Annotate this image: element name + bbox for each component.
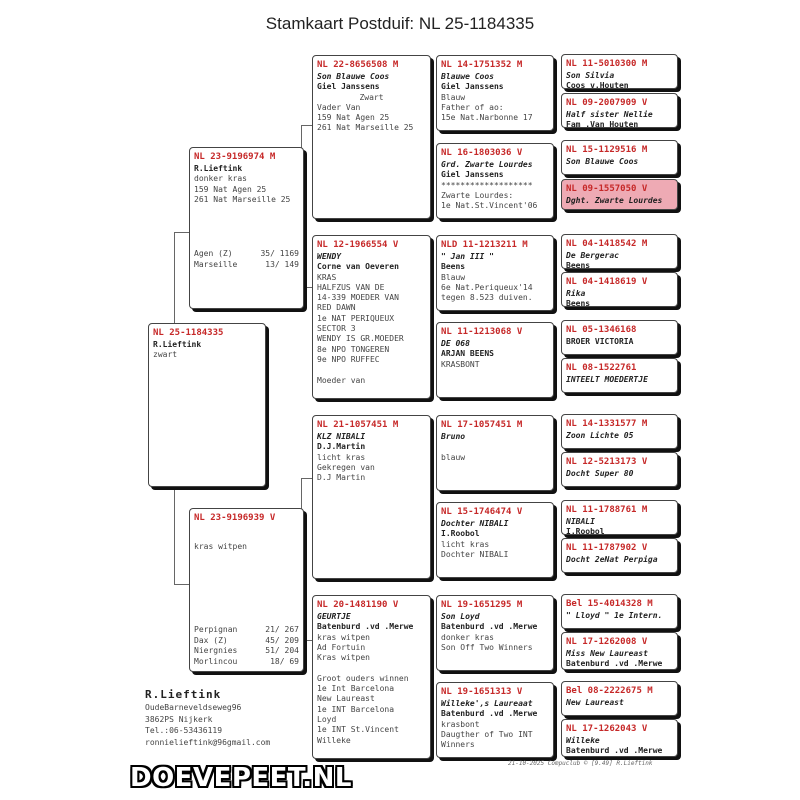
card-line: Son Off Two Winners bbox=[441, 642, 533, 652]
card-line: 261 Nat Marseille 25 bbox=[194, 194, 291, 204]
breeder: D.J.Martin bbox=[317, 442, 366, 452]
ring-number: NL 04-1418542 M bbox=[566, 239, 648, 249]
card-line: 1e NAT PERIQUEUX bbox=[317, 313, 395, 323]
pigeon-card-ggg bbox=[561, 681, 678, 716]
ring-number: NL 05-1346168 bbox=[566, 325, 637, 335]
pigeon-card-great-grandparent bbox=[436, 682, 554, 758]
pigeon-name: NIBALI bbox=[566, 517, 595, 526]
card-line: Moeder van bbox=[317, 375, 366, 385]
card-line: 6e Nat.Periqueux'14 bbox=[441, 282, 533, 292]
ring-number: NL 12-1966554 V bbox=[317, 240, 399, 250]
breeder: Batenburd .vd .Merwe bbox=[566, 746, 663, 756]
ring-number: NL 08-1522761 bbox=[566, 363, 637, 373]
pigeon-name: New Laureast bbox=[566, 698, 624, 707]
card-line: Father of ao: bbox=[441, 102, 504, 112]
breeder: Batenburd .vd .Merwe bbox=[566, 659, 663, 669]
card-line: Winners bbox=[441, 740, 475, 750]
ring-number: Bel 15-4014328 M bbox=[566, 599, 653, 609]
ring-number: NL 14-1331577 M bbox=[566, 419, 648, 429]
pigeon-card-ggg bbox=[561, 500, 678, 535]
page-title: Stamkaart Postduif: NL 25-1184335 bbox=[265, 14, 535, 33]
pigeon-name: Blauwe Coos bbox=[441, 72, 494, 81]
race-result bbox=[194, 657, 299, 668]
ring-number: NL 22-8656508 M bbox=[317, 60, 399, 70]
breeder: Giel Janssens bbox=[317, 82, 380, 92]
pigeon-card-ggg bbox=[561, 719, 678, 757]
card-line: Blauw bbox=[441, 272, 466, 282]
ring-number: NL 11-1788761 M bbox=[566, 505, 648, 515]
breeder: ARJAN BEENS bbox=[441, 349, 494, 359]
pigeon-name: Rika bbox=[566, 289, 586, 298]
ring-number: NL 11-5010300 M bbox=[566, 59, 648, 69]
breeder: I.Roobol bbox=[441, 529, 480, 539]
card-line: Blauw bbox=[441, 92, 466, 102]
breeder: Coos v.Houten bbox=[566, 81, 629, 89]
card-line: 1e Int Barcelona bbox=[317, 684, 395, 694]
pigeon-card-ggg bbox=[561, 452, 678, 487]
race-name: Agen (Z) bbox=[194, 249, 233, 258]
pigeon-card-ggg bbox=[561, 272, 678, 307]
card-line: Ad Fortuin bbox=[317, 642, 366, 652]
ring-number: NL 25-1184335 bbox=[153, 328, 224, 338]
race-result bbox=[194, 625, 299, 636]
race-place: 13/ 149 bbox=[265, 259, 299, 269]
owner-email: ronnielieftink@96gmail.com bbox=[145, 737, 271, 747]
card-line: 1e Nat.St.Vincent'06 bbox=[441, 201, 538, 211]
pigeon-card-ggg bbox=[561, 234, 678, 269]
card-line: kras witpen bbox=[317, 632, 370, 642]
pigeon-card-ggg bbox=[561, 54, 678, 89]
card-line: Gekregen van bbox=[317, 462, 375, 472]
pigeon-name: Willeke bbox=[566, 736, 600, 745]
pigeon-card-ggg bbox=[561, 93, 678, 128]
ring-number: Bel 08-2222675 M bbox=[566, 686, 653, 696]
card-line: Loyd bbox=[317, 714, 337, 724]
card-line: Vader Van bbox=[317, 102, 361, 112]
card-line bbox=[441, 442, 549, 452]
ring-number: NL 20-1481190 V bbox=[317, 600, 399, 610]
card-line: donker kras bbox=[194, 174, 247, 184]
card-line: 14-339 MOEDER VAN bbox=[317, 293, 399, 303]
pigeon-card-great-grandparent bbox=[436, 595, 554, 671]
card-line: 1e INT St.Vincent bbox=[317, 725, 399, 735]
pigeon-name: Grd. Zwarte Lourdes bbox=[441, 160, 533, 169]
card-line: Willeke bbox=[317, 735, 351, 745]
race-place: 45/ 209 bbox=[265, 635, 299, 645]
card-line: RED DAWN bbox=[317, 303, 356, 313]
pigeon-name: Son Silvia bbox=[566, 71, 615, 80]
card-line: 1e INT Barcelona bbox=[317, 704, 395, 714]
breeder: Fam .Van Houten bbox=[566, 120, 639, 128]
card-line: zwart bbox=[153, 350, 178, 360]
ring-number: NL 19-1651313 V bbox=[441, 687, 523, 697]
owner-address: OudeBarneveldseweg96 bbox=[145, 703, 242, 712]
card-line: licht kras bbox=[317, 452, 366, 462]
breeder: Beens bbox=[441, 262, 466, 272]
ring-number: NL 23-9196939 V bbox=[194, 513, 276, 523]
card-line: 15e Nat.Narbonne 17 bbox=[441, 113, 533, 123]
race-name: Niergnies bbox=[194, 646, 238, 655]
connector bbox=[174, 584, 190, 585]
pigeon-name: Dght. Zwarte Lourdes bbox=[566, 196, 663, 205]
card-line: ******************* bbox=[441, 180, 533, 190]
pigeon-name: De Bergerac bbox=[566, 251, 619, 260]
pigeon-name: " Jan III " bbox=[441, 252, 494, 261]
pigeon-card-ggg bbox=[561, 358, 678, 393]
breeder: Batenburd .vd .Merwe bbox=[317, 622, 414, 632]
card-line: WENDY IS GR.MOEDER bbox=[317, 334, 404, 344]
pigeon-name: Docht 2eNat Perpiga bbox=[566, 555, 658, 564]
card-line: Zwart bbox=[359, 92, 384, 102]
pigeon-card-grandparent bbox=[312, 595, 431, 759]
ring-number: NL 04-1418619 V bbox=[566, 277, 648, 287]
breeder: Beens bbox=[566, 261, 591, 269]
ring-number: NL 09-1557050 V bbox=[566, 184, 648, 194]
ring-number: NL 21-1057451 M bbox=[317, 420, 399, 430]
pigeon-name: Son Loyd bbox=[441, 612, 480, 621]
owner-info bbox=[145, 688, 270, 748]
ring-number: NL 23-9196974 M bbox=[194, 152, 276, 162]
card-line: tegen 8.523 duiven. bbox=[441, 293, 533, 303]
card-line: 9e NPO RUFFEC bbox=[317, 354, 380, 364]
card-line: Zwarte Lourdes: bbox=[441, 190, 514, 200]
pigeon-card-great-grandparent bbox=[436, 55, 554, 131]
card-line: 261 Nat Marseille 25 bbox=[317, 123, 414, 133]
owner-name: R.Lieftink bbox=[145, 688, 222, 701]
card-line: Kras witpen bbox=[317, 653, 370, 663]
pigeon-card-ggg bbox=[561, 320, 678, 355]
pigeon-name: Son Blauwe Coos bbox=[317, 72, 390, 81]
pigeon-name: " Lloyd " 1e Intern. bbox=[566, 611, 663, 620]
pigeon-name: Son Blauwe Coos bbox=[566, 157, 639, 166]
ring-number: NL 09-2007909 V bbox=[566, 98, 648, 108]
ring-number: NL 15-1746474 V bbox=[441, 507, 523, 517]
pigeon-card-dam bbox=[189, 508, 304, 672]
ring-number: NL 17-1262008 V bbox=[566, 637, 648, 647]
pigeon-card-great-grandparent bbox=[436, 322, 554, 398]
pigeon-name: Docht Super 80 bbox=[566, 469, 634, 478]
breeder: I.Roobol bbox=[566, 527, 605, 535]
pigeon-card-subject bbox=[148, 323, 266, 487]
pigeon-card-grandparent bbox=[312, 235, 431, 399]
ring-number: NL 15-1129516 M bbox=[566, 145, 648, 155]
pigeon-name: Zoon Lichte 05 bbox=[566, 431, 634, 440]
card-line: New Laureast bbox=[317, 694, 375, 704]
race-result bbox=[194, 646, 299, 657]
card-line: Groot ouders winnen bbox=[317, 673, 409, 683]
card-line: donker kras bbox=[441, 632, 494, 642]
pigeon-card-ggg bbox=[561, 632, 678, 670]
breeder: Batenburd .vd .Merwe bbox=[441, 709, 538, 719]
race-place: 18/ 69 bbox=[270, 656, 299, 666]
card-line: HALFZUS VAN DE bbox=[317, 282, 385, 292]
pigeon-card-ggg bbox=[561, 594, 678, 629]
card-line: blauw bbox=[441, 452, 466, 462]
pigeon-card-great-grandparent bbox=[436, 415, 554, 491]
card-line bbox=[317, 365, 426, 375]
card-line: 8e NPO TONGEREN bbox=[317, 344, 390, 354]
ring-number: NL 12-5213173 V bbox=[566, 457, 648, 467]
card-line: licht kras bbox=[441, 539, 490, 549]
owner-phone: Tel.:06-53436119 bbox=[145, 726, 223, 736]
pigeon-card-great-grandparent bbox=[436, 143, 554, 219]
pigeon-name: Dochter NIBALI bbox=[441, 519, 509, 528]
pigeon-card-sire bbox=[189, 147, 304, 309]
race-name: Morlincou bbox=[194, 656, 238, 666]
card-line: KRAS bbox=[317, 272, 337, 282]
race-name: Dax (Z) bbox=[194, 635, 228, 645]
pigeon-name: Bruno bbox=[441, 432, 466, 441]
pigeon-name: GEURTJE bbox=[317, 612, 351, 621]
pigeon-name: Willeke',s Laureaat bbox=[441, 699, 533, 708]
ring-number: NLD 11-1213211 M bbox=[441, 240, 528, 250]
pigeon-name: BROER VICTORIA bbox=[566, 337, 634, 346]
pigeon-name: Half sister Nellie bbox=[566, 110, 653, 119]
ring-number: NL 17-1262043 V bbox=[566, 724, 648, 734]
connector bbox=[174, 232, 190, 233]
pigeon-name: KLZ NIBALI bbox=[317, 432, 366, 441]
ring-number: NL 14-1751352 M bbox=[441, 60, 523, 70]
pigeon-card-ggg-highlighted bbox=[561, 179, 678, 210]
race-result bbox=[194, 636, 299, 647]
card-line: 159 Nat Agen 25 bbox=[317, 113, 390, 123]
card-line bbox=[317, 663, 426, 673]
card-line: krasbont bbox=[441, 719, 480, 729]
owner-city: 3862PS Nijkerk bbox=[145, 714, 213, 724]
ring-number: NL 17-1057451 M bbox=[441, 420, 523, 430]
breeder: Batenburd .vd .Merwe bbox=[441, 622, 538, 632]
card-line: D.J Martin bbox=[317, 473, 366, 483]
card-line: Daugther of Two INT bbox=[441, 729, 533, 739]
breeder: Giel Janssens bbox=[441, 170, 504, 180]
race-name: Perpignan bbox=[194, 625, 238, 634]
ring-number: NL 11-1787902 V bbox=[566, 543, 648, 553]
card-line: SECTOR 3 bbox=[317, 324, 356, 334]
watermark-logo: DOEVEPEET.NL bbox=[130, 763, 352, 793]
pigeon-name: WENDY bbox=[317, 252, 342, 261]
pigeon-card-grandparent bbox=[312, 415, 431, 579]
card-line: KRASBONT bbox=[441, 359, 480, 369]
card-line: R.Lieftink bbox=[194, 164, 243, 173]
pigeon-card-great-grandparent bbox=[436, 235, 554, 311]
breeder: Giel Janssens bbox=[441, 82, 504, 92]
race-place: 21/ 267 bbox=[265, 625, 299, 634]
pigeon-name: DE 068 bbox=[441, 339, 470, 348]
breeder: Corne van Oeveren bbox=[317, 262, 399, 272]
ring-number: NL 11-1213068 V bbox=[441, 327, 523, 337]
footer-text: 21-10-2025 Compuclub © [9.49] R.Lieftink bbox=[508, 760, 653, 767]
breeder: Beens bbox=[566, 299, 591, 307]
race-place: 51/ 204 bbox=[265, 646, 299, 655]
race-name: Marseille bbox=[194, 259, 238, 269]
pigeon-card-grandparent bbox=[312, 55, 431, 219]
ring-number: NL 19-1651295 M bbox=[441, 600, 523, 610]
pigeon-card-ggg bbox=[561, 140, 678, 175]
pigeon-card-ggg bbox=[561, 414, 678, 449]
pigeon-name: INTEELT MOEDERTJE bbox=[566, 375, 648, 384]
pigeon-name: Miss New Laureast bbox=[566, 649, 648, 658]
ring-number: NL 16-1803036 V bbox=[441, 148, 523, 158]
card-line: kras witpen bbox=[194, 542, 247, 551]
card-line: 159 Nat Agen 25 bbox=[194, 184, 267, 194]
card-line: Dochter NIBALI bbox=[441, 549, 509, 559]
pigeon-card-great-grandparent bbox=[436, 502, 554, 578]
card-line: R.Lieftink bbox=[153, 340, 202, 349]
race-result bbox=[194, 260, 299, 271]
pigeon-card-ggg bbox=[561, 538, 678, 573]
race-result bbox=[194, 249, 299, 260]
race-place: 35/ 1169 bbox=[260, 249, 299, 258]
